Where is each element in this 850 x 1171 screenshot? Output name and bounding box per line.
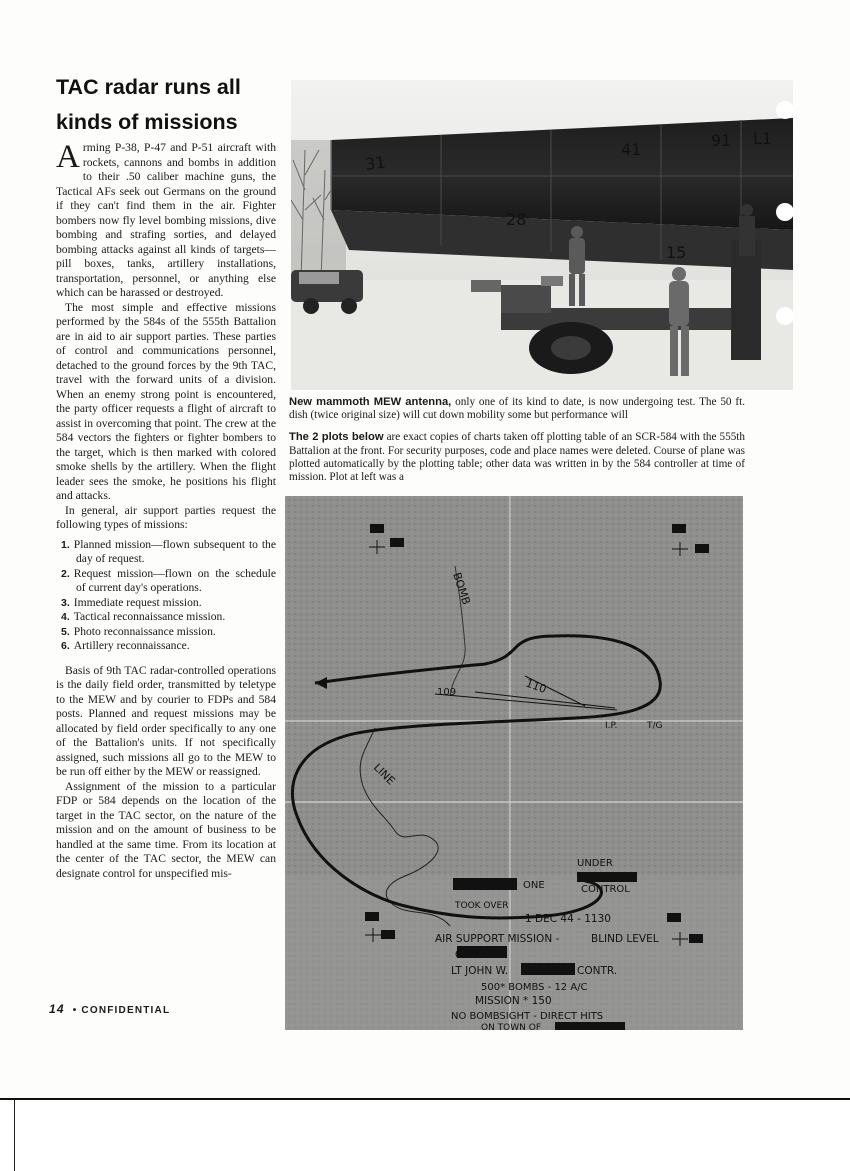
page-number: 14 — [49, 1002, 65, 1016]
antenna-number: 31 — [363, 152, 387, 174]
mission-types-list — [56, 538, 276, 654]
list-item: 5. Photo reconnaissance mission. — [61, 624, 216, 638]
plot-illustration — [285, 496, 743, 1030]
under-control-text-2: CONTROL — [581, 884, 630, 895]
title-line-2: kinds of missions — [56, 110, 238, 134]
antenna-number: 28 — [506, 210, 527, 229]
under-control-text: UNDER — [577, 858, 613, 869]
list-item: 1. Planned mission—flown subsequent to the day of request. — [61, 537, 276, 565]
paragraph-3: In general, air support parties request the following types of missions: — [56, 503, 276, 531]
antenna-number: 91 — [711, 131, 732, 150]
town-label: ON TOWN OF — [481, 1023, 542, 1030]
paragraph-1 — [56, 141, 276, 301]
antenna-number: 15 — [666, 243, 687, 262]
list-item: 4. Tactical reconnaissance mission. — [61, 610, 226, 623]
antenna-caption — [289, 396, 745, 422]
marker-110: 110 — [523, 676, 549, 697]
paragraph-1-text: rming P-38, P-47 and P-51 aircraft with rockets, cannons and bombs in addition to their .50 caliber machine guns, the Tactical AFs seek out Germans on the ground if they can't find them in the air. Fighter bombers now fly level bombing missions, dive bombing and strafing sorties, and delayed bombing attacks against all kinds of targets—pill boxes, tanks, artillery installations, transportation, personnel, or anything else which can be harassed or destroyed. — [56, 141, 276, 299]
controller-role: CONTR. — [577, 965, 618, 977]
photo-caption — [289, 396, 745, 483]
marker-109: 109 — [437, 687, 457, 698]
antenna-number: 41 — [621, 140, 642, 159]
mission-type: BLIND LEVEL — [591, 933, 659, 945]
one-label: ONE — [523, 880, 545, 891]
bombs-label: 500* BOMBS - 12 A/C — [481, 982, 588, 993]
caption-text: only one of its kind to date, is now undergoing test. The 50 ft. dish (twice original size) will cut down mobility some but performance will — [289, 396, 745, 422]
radar-plot-chart — [285, 496, 743, 1030]
group-label: GP-150 — [455, 949, 494, 961]
antenna-number: L1 — [753, 129, 773, 148]
page-footer — [49, 1002, 170, 1016]
paragraph-4: Basis of 9th TAC radar-controlled operations is the daily field order, transmitted by teletype to the MEW and by courier to FDPs and 584 posts. Planned and request missions may be allocated by field order specifically to any one of the Battalion's units. If not specifically assigned, such missions all go to the MEW to be run off either by the MEW or reassigned. — [56, 663, 276, 778]
mew-antenna-photo — [291, 80, 793, 390]
plots-caption-text: are exact copies of charts taken off plotting table of an SCR-584 with the 555th Battalion at the front. For security purposes, code and place names were deleted. Course of plane was plotted automatically by the plotting table; other data was written in by the 584 controller at time of mission. Plot at left was a — [289, 431, 745, 484]
tg-label: T/G — [647, 721, 663, 731]
ip-label: I.P. — [605, 721, 618, 731]
footer-bullet: • — [72, 1005, 78, 1016]
drop-cap: A — [56, 139, 80, 175]
title-line-1: TAC radar runs all — [56, 75, 241, 99]
took-over-label: TOOK OVER — [455, 901, 509, 911]
list-item: 6. Artillery reconnaissance. — [61, 639, 190, 652]
plots-caption — [289, 431, 745, 483]
bomb-line-label: BOMB — [450, 570, 473, 607]
list-item: 2. Request mission—flown on the schedule of current day's operations. — [61, 566, 276, 594]
caption-lead: New mammoth MEW antenna, — [289, 396, 452, 408]
plots-caption-lead: The 2 plots below — [289, 431, 384, 444]
redaction-bar — [453, 878, 517, 890]
list-item: 3. Immediate request mission. — [61, 595, 202, 609]
classification-label: CONFIDENTIAL — [81, 1005, 171, 1016]
front-line-label: LINE — [370, 760, 398, 788]
paragraph-2: The most simple and effective missions performed by the 584s of the 555th Battalion are in aid to air support parties. These parties of control and communications personnel, detached to the ground forces by the 9th TAC, travel with the forward units of a division. When an enemy strong point is encountered, the party officer requests a flight of aircraft to assist in overcoming that point. The crew at the 584 vectors the fighters or fighter bombers to the target, which is then marked with colored smoke shells by the artillery. When the flight leader sees the smoke, he positions his flight and attacks. — [56, 300, 276, 502]
mission-type-prefix: AIR SUPPORT MISSION - — [435, 933, 560, 945]
article-title — [56, 70, 286, 140]
result-label: NO BOMBSIGHT - DIRECT HITS — [451, 1011, 604, 1022]
mission-date-time: 1 DEC 44 - 1130 — [525, 913, 611, 925]
photo-illustration — [291, 80, 793, 390]
controller-name: LT JOHN W. — [451, 965, 509, 977]
article-body — [56, 141, 276, 881]
scan-edge-line — [14, 1100, 15, 1171]
mission-number: MISSION * 150 — [475, 995, 552, 1007]
scan-bottom-margin — [0, 1098, 850, 1171]
paragraph-5: Assignment of the mission to a particular FDP or 584 depends on the location of the target in the TAC sector, on the nature of the mission and on the amount of business to be handled at the same time. From its location at the center of the TAC sector, the MEW can designate control for unspecified mis- — [56, 779, 276, 880]
